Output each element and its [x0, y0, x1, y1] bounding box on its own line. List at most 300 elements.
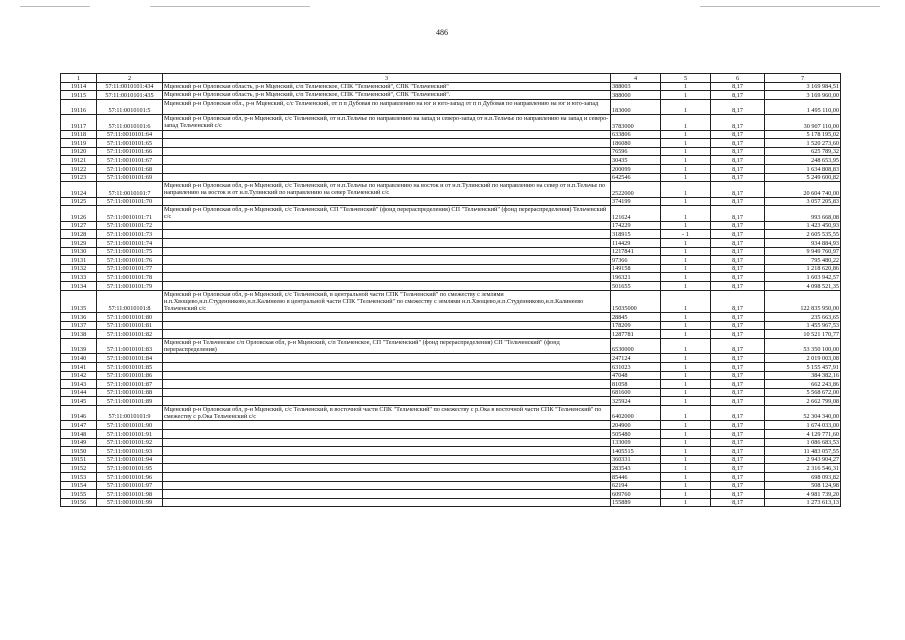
- area-cell: 609760: [611, 490, 661, 499]
- cadastral-value-cell: 1 603 942,57: [765, 273, 841, 282]
- row-number-cell: 19151: [61, 455, 97, 464]
- table-row: [61, 247, 841, 256]
- rate-cell: 8,17: [711, 156, 765, 165]
- cadastral-value-cell: 1 455 967,53: [765, 321, 841, 330]
- address-description-cell: [163, 221, 611, 230]
- rate-cell: 8,17: [711, 99, 765, 115]
- address-description-cell: [163, 447, 611, 456]
- address-description-cell: [163, 165, 611, 174]
- area-cell: 121624: [611, 206, 661, 222]
- table-row: [61, 338, 841, 354]
- header-row: [61, 74, 841, 83]
- count-cell: 1: [661, 165, 711, 174]
- scan-artifact: [700, 6, 880, 7]
- row-number-cell: 19114: [61, 82, 97, 91]
- area-cell: 200099: [611, 165, 661, 174]
- table-row: [61, 481, 841, 490]
- row-number-cell: 19144: [61, 388, 97, 397]
- rate-cell: 8,17: [711, 139, 765, 148]
- address-description-cell: [163, 354, 611, 363]
- row-number-cell: 19135: [61, 290, 97, 313]
- rate-cell: 8,17: [711, 438, 765, 447]
- area-cell: 28845: [611, 313, 661, 322]
- row-number-cell: 19122: [61, 165, 97, 174]
- registry-table-container: [60, 73, 840, 507]
- address-description-cell: [163, 239, 611, 248]
- address-description-cell: Мценский р-н Орловская обл, р-н Мценский, с/с Тельченский, от н.п.Тельчье по направлению на запад и северо-запад от н.п.Тельчье по направлению на запад и северо-запад Тельченский с/с: [163, 115, 611, 131]
- count-cell: 1: [661, 282, 711, 291]
- row-number-cell: 19150: [61, 447, 97, 456]
- count-cell: 1: [661, 498, 711, 507]
- cadastral-value-cell: 30 907 110,00: [765, 115, 841, 131]
- table-row: [61, 447, 841, 456]
- count-cell: 1: [661, 421, 711, 430]
- cadastral-value-cell: 3 057 205,83: [765, 197, 841, 206]
- address-description-cell: [163, 490, 611, 499]
- table-row: [61, 239, 841, 248]
- cadastral-value-cell: 5 155 457,91: [765, 362, 841, 371]
- cadastral-value-cell: 20 604 740,00: [765, 182, 841, 198]
- address-description-cell: [163, 147, 611, 156]
- address-description-cell: [163, 139, 611, 148]
- cadastral-number-cell: 57:11:0010101:97: [97, 481, 163, 490]
- address-description-cell: [163, 421, 611, 430]
- row-number-cell: 19129: [61, 239, 97, 248]
- area-cell: 196321: [611, 273, 661, 282]
- count-cell: 1: [661, 490, 711, 499]
- table-row: [61, 147, 841, 156]
- cadastral-number-cell: 57:11:0010101:6: [97, 115, 163, 131]
- count-cell: 1: [661, 354, 711, 363]
- count-cell: 1: [661, 239, 711, 248]
- address-description-cell: [163, 156, 611, 165]
- table-row: [61, 282, 841, 291]
- row-number-cell: 19123: [61, 173, 97, 182]
- rate-cell: 8,17: [711, 481, 765, 490]
- table-row: [61, 156, 841, 165]
- area-cell: 6530000: [611, 338, 661, 354]
- area-cell: 81058: [611, 380, 661, 389]
- address-description-cell: [163, 282, 611, 291]
- cadastral-number-cell: 57:11:0010101:83: [97, 338, 163, 354]
- cadastral-value-cell: 9 949 760,97: [765, 247, 841, 256]
- rate-cell: 8,17: [711, 380, 765, 389]
- rate-cell: 8,17: [711, 464, 765, 473]
- table-row: [61, 139, 841, 148]
- address-description-cell: [163, 321, 611, 330]
- cadastral-number-cell: 57:11:0010101:95: [97, 464, 163, 473]
- address-description-cell: [163, 397, 611, 406]
- cadastral-number-cell: 57:11:0010101:64: [97, 130, 163, 139]
- rate-cell: 8,17: [711, 498, 765, 507]
- address-description-cell: Мценский р-н Орловская обл, р-н Мценский, с/с Тельченский, в восточной части СПК "Тельченский" по смежеству с р.Ока в восточной части СПК "Тельченский" по смежеству с р.Ока Тельченский с/с: [163, 405, 611, 421]
- table-row: [61, 362, 841, 371]
- rate-cell: 8,17: [711, 256, 765, 265]
- cadastral-number-cell: 57:11:0010101:435: [97, 91, 163, 100]
- cadastral-number-cell: 57:11:0010101:7: [97, 182, 163, 198]
- count-cell: 1: [661, 182, 711, 198]
- area-cell: 114429: [611, 239, 661, 248]
- cadastral-value-cell: 3 169 984,51: [765, 82, 841, 91]
- area-cell: 325924: [611, 397, 661, 406]
- rate-cell: 8,17: [711, 313, 765, 322]
- table-row: [61, 221, 841, 230]
- table-row: [61, 82, 841, 91]
- rate-cell: 8,17: [711, 405, 765, 421]
- cadastral-number-cell: 57:11:0010101:434: [97, 82, 163, 91]
- row-number-cell: 19120: [61, 147, 97, 156]
- area-cell: 6402000: [611, 405, 661, 421]
- page-number: 486: [436, 28, 448, 37]
- cadastral-value-cell: 1 520 273,60: [765, 139, 841, 148]
- count-cell: 1: [661, 338, 711, 354]
- address-description-cell: [163, 197, 611, 206]
- area-cell: 1217841: [611, 247, 661, 256]
- cadastral-number-cell: 57:11:0010101:88: [97, 388, 163, 397]
- col-header-3: 3: [163, 74, 611, 83]
- address-description-cell: [163, 256, 611, 265]
- rate-cell: 8,17: [711, 330, 765, 339]
- row-number-cell: 19140: [61, 354, 97, 363]
- col-header-7: 7: [765, 74, 841, 83]
- address-description-cell: [163, 371, 611, 380]
- cadastral-value-cell: 122 835 950,00: [765, 290, 841, 313]
- rate-cell: 8,17: [711, 91, 765, 100]
- cadastral-value-cell: 5 249 600,82: [765, 173, 841, 182]
- rate-cell: 8,17: [711, 338, 765, 354]
- count-cell: 1: [661, 115, 711, 131]
- area-cell: 360331: [611, 455, 661, 464]
- cadastral-value-cell: 53 350 100,00: [765, 338, 841, 354]
- row-number-cell: 19126: [61, 206, 97, 222]
- area-cell: 178209: [611, 321, 661, 330]
- row-number-cell: 19128: [61, 230, 97, 239]
- count-cell: 1: [661, 438, 711, 447]
- address-description-cell: [163, 430, 611, 439]
- count-cell: 1: [661, 362, 711, 371]
- rate-cell: 8,17: [711, 354, 765, 363]
- table-row: [61, 264, 841, 273]
- area-cell: 501655: [611, 282, 661, 291]
- cadastral-number-cell: 57:11:0010101:91: [97, 430, 163, 439]
- cadastral-value-cell: 235 663,65: [765, 313, 841, 322]
- cadastral-value-cell: 3 169 960,00: [765, 91, 841, 100]
- row-number-cell: 19141: [61, 362, 97, 371]
- rate-cell: 8,17: [711, 173, 765, 182]
- table-row: [61, 438, 841, 447]
- address-description-cell: [163, 230, 611, 239]
- row-number-cell: 19145: [61, 397, 97, 406]
- area-cell: 85446: [611, 473, 661, 482]
- rate-cell: 8,17: [711, 490, 765, 499]
- table-row: [61, 464, 841, 473]
- table-row: [61, 130, 841, 139]
- table-row: [61, 455, 841, 464]
- cadastral-value-cell: 698 093,82: [765, 473, 841, 482]
- table-row: [61, 380, 841, 389]
- cadastral-value-cell: 934 884,93: [765, 239, 841, 248]
- address-description-cell: Мценский р-н Орловская область, р-н Мценский, с/п Тельченское, СПК "Тельченский", СПК "Тельченский": [163, 82, 611, 91]
- cadastral-number-cell: 57:11:0010101:92: [97, 438, 163, 447]
- row-number-cell: 19138: [61, 330, 97, 339]
- count-cell: 1: [661, 147, 711, 156]
- table-row: [61, 206, 841, 222]
- table-row: [61, 405, 841, 421]
- col-header-4: 4: [611, 74, 661, 83]
- count-cell: 1: [661, 197, 711, 206]
- count-cell: 1: [661, 464, 711, 473]
- area-cell: 47048: [611, 371, 661, 380]
- count-cell: 1: [661, 273, 711, 282]
- address-description-cell: [163, 130, 611, 139]
- cadastral-number-cell: 57:11:0010101:98: [97, 490, 163, 499]
- cadastral-number-cell: 57:11:0010101:9: [97, 405, 163, 421]
- cadastral-number-cell: 57:11:0010101:5: [97, 99, 163, 115]
- row-number-cell: 19142: [61, 371, 97, 380]
- count-cell: 1: [661, 264, 711, 273]
- count-cell: 1: [661, 82, 711, 91]
- row-number-cell: 19149: [61, 438, 97, 447]
- address-description-cell: [163, 247, 611, 256]
- rate-cell: 8,17: [711, 206, 765, 222]
- count-cell: 1: [661, 380, 711, 389]
- count-cell: 1: [661, 473, 711, 482]
- row-number-cell: 19155: [61, 490, 97, 499]
- table-row: [61, 354, 841, 363]
- scan-artifact: [150, 6, 310, 7]
- count-cell: 1: [661, 455, 711, 464]
- rate-cell: 8,17: [711, 239, 765, 248]
- cadastral-number-cell: 57:11:0010101:87: [97, 380, 163, 389]
- scan-artifact: [20, 6, 90, 7]
- cadastral-number-cell: 57:11:0010101:84: [97, 354, 163, 363]
- table-body: [61, 82, 841, 507]
- count-cell: 1: [661, 256, 711, 265]
- address-description-cell: [163, 173, 611, 182]
- table-row: [61, 421, 841, 430]
- address-description-cell: [163, 273, 611, 282]
- rate-cell: 8,17: [711, 388, 765, 397]
- cadastral-value-cell: 625 789,32: [765, 147, 841, 156]
- table-row: [61, 165, 841, 174]
- count-cell: 1: [661, 247, 711, 256]
- cadastral-value-cell: 248 653,95: [765, 156, 841, 165]
- row-number-cell: 19116: [61, 99, 97, 115]
- area-cell: 505480: [611, 430, 661, 439]
- row-number-cell: 19153: [61, 473, 97, 482]
- cadastral-number-cell: 57:11:0010101:79: [97, 282, 163, 291]
- area-cell: 2522000: [611, 182, 661, 198]
- rate-cell: 8,17: [711, 247, 765, 256]
- registry-table: [60, 73, 841, 507]
- table-row: [61, 173, 841, 182]
- area-cell: 15035000: [611, 290, 661, 313]
- area-cell: 3783000: [611, 115, 661, 131]
- cadastral-value-cell: 384 382,16: [765, 371, 841, 380]
- rate-cell: 8,17: [711, 397, 765, 406]
- cadastral-number-cell: 57:11:0010101:81: [97, 321, 163, 330]
- count-cell: 1: [661, 173, 711, 182]
- cadastral-number-cell: 57:11:0010101:65: [97, 139, 163, 148]
- rate-cell: 8,17: [711, 182, 765, 198]
- count-cell: 1: [661, 313, 711, 322]
- rate-cell: 8,17: [711, 371, 765, 380]
- cadastral-value-cell: 2 943 904,27: [765, 455, 841, 464]
- cadastral-value-cell: 2 316 546,31: [765, 464, 841, 473]
- table-row: [61, 273, 841, 282]
- cadastral-value-cell: 5 178 195,02: [765, 130, 841, 139]
- cadastral-value-cell: 4 981 739,20: [765, 490, 841, 499]
- count-cell: 1: [661, 156, 711, 165]
- count-cell: 1: [661, 321, 711, 330]
- area-cell: 30435: [611, 156, 661, 165]
- area-cell: 1287781: [611, 330, 661, 339]
- cadastral-value-cell: 2 605 535,55: [765, 230, 841, 239]
- address-description-cell: Мценский р-н Орловская обл, р-н Мценский, с/с Тельченский, в центральной части СПК "Тельченский" по смежеству с землями н.п.Хвощево,н.п.Студенниково,н.п.Калинеево в центральной части СПК "Тельченский" по смежеству с землями н.п.Хвощево,н.п.Студенниково,н.п.Калинеево Тельченский с/с: [163, 290, 611, 313]
- rate-cell: 8,17: [711, 130, 765, 139]
- cadastral-value-cell: 662 243,86: [765, 380, 841, 389]
- count-cell: 1: [661, 139, 711, 148]
- rate-cell: 8,17: [711, 473, 765, 482]
- table-row: [61, 182, 841, 198]
- cadastral-value-cell: 10 521 170,77: [765, 330, 841, 339]
- cadastral-value-cell: 52 304 340,00: [765, 405, 841, 421]
- cadastral-number-cell: 57:11:0010101:8: [97, 290, 163, 313]
- table-row: [61, 321, 841, 330]
- address-description-cell: Мценский р-н Орловская область, р-н Мценский, с/п Тельченское, СПК "Тельченский", СПК "Тельченский".: [163, 91, 611, 100]
- cadastral-number-cell: 57:11:0010101:90: [97, 421, 163, 430]
- cadastral-value-cell: 1 634 808,83: [765, 165, 841, 174]
- count-cell: 1: [661, 91, 711, 100]
- table-row: [61, 313, 841, 322]
- cadastral-number-cell: 57:11:0010101:75: [97, 247, 163, 256]
- cadastral-number-cell: 57:11:0010101:85: [97, 362, 163, 371]
- count-cell: 1: [661, 397, 711, 406]
- area-cell: 186080: [611, 139, 661, 148]
- area-cell: 1405515: [611, 447, 661, 456]
- area-cell: 388000: [611, 91, 661, 100]
- row-number-cell: 19130: [61, 247, 97, 256]
- count-cell: 1: [661, 290, 711, 313]
- row-number-cell: 19133: [61, 273, 97, 282]
- row-number-cell: 19118: [61, 130, 97, 139]
- col-header-5: 5: [661, 74, 711, 83]
- rate-cell: 8,17: [711, 321, 765, 330]
- count-cell: 1: [661, 206, 711, 222]
- count-cell: 1: [661, 99, 711, 115]
- cadastral-number-cell: 57:11:0010101:72: [97, 221, 163, 230]
- cadastral-value-cell: 1 674 033,00: [765, 421, 841, 430]
- row-number-cell: 19137: [61, 321, 97, 330]
- table-row: [61, 397, 841, 406]
- cadastral-number-cell: 57:11:0010101:89: [97, 397, 163, 406]
- cadastral-number-cell: 57:11:0010101:73: [97, 230, 163, 239]
- address-description-cell: [163, 264, 611, 273]
- address-description-cell: [163, 380, 611, 389]
- table-row: [61, 197, 841, 206]
- area-cell: 76596: [611, 147, 661, 156]
- row-number-cell: 19152: [61, 464, 97, 473]
- address-description-cell: [163, 455, 611, 464]
- cadastral-number-cell: 57:11:0010101:80: [97, 313, 163, 322]
- row-number-cell: 19119: [61, 139, 97, 148]
- count-cell: 1: [661, 371, 711, 380]
- area-cell: 183000: [611, 99, 661, 115]
- rate-cell: 8,17: [711, 147, 765, 156]
- cadastral-value-cell: 1 086 683,53: [765, 438, 841, 447]
- rate-cell: 8,17: [711, 264, 765, 273]
- cadastral-number-cell: 57:11:0010101:66: [97, 147, 163, 156]
- table-row: [61, 498, 841, 507]
- table-row: [61, 473, 841, 482]
- row-number-cell: 19134: [61, 282, 97, 291]
- table-row: [61, 99, 841, 115]
- table-row: [61, 330, 841, 339]
- area-cell: 633806: [611, 130, 661, 139]
- rate-cell: 8,17: [711, 221, 765, 230]
- rate-cell: 8,17: [711, 197, 765, 206]
- cadastral-value-cell: 993 668,08: [765, 206, 841, 222]
- count-cell: 1: [661, 481, 711, 490]
- rate-cell: 8,17: [711, 430, 765, 439]
- address-description-cell: Мценский р-н Орловская обл, р-н Мценский, с/с Тельченский, от н.п.Тельчье по направлению на восток и от н.п.Тулинский по направлению на север от н.п.Тельчье по направлению на восток и от н.п.Тулинский по направлению на север Тельченский с/с: [163, 182, 611, 198]
- cadastral-value-cell: 795 480,22: [765, 256, 841, 265]
- row-number-cell: 19124: [61, 182, 97, 198]
- address-description-cell: [163, 481, 611, 490]
- area-cell: 149158: [611, 264, 661, 273]
- col-header-1: 1: [61, 74, 97, 83]
- cadastral-number-cell: 57:11:0010101:74: [97, 239, 163, 248]
- rate-cell: 8,17: [711, 362, 765, 371]
- rate-cell: 8,17: [711, 273, 765, 282]
- table-row: [61, 91, 841, 100]
- area-cell: 318915: [611, 230, 661, 239]
- row-number-cell: 19139: [61, 338, 97, 354]
- row-number-cell: 19132: [61, 264, 97, 273]
- cadastral-number-cell: 57:11:0010101:99: [97, 498, 163, 507]
- count-cell: 1: [661, 405, 711, 421]
- cadastral-number-cell: 57:11:0010101:67: [97, 156, 163, 165]
- cadastral-number-cell: 57:11:0010101:93: [97, 447, 163, 456]
- row-number-cell: 19154: [61, 481, 97, 490]
- row-number-cell: 19121: [61, 156, 97, 165]
- cadastral-value-cell: 5 568 672,00: [765, 388, 841, 397]
- cadastral-number-cell: 57:11:0010101:96: [97, 473, 163, 482]
- rate-cell: 8,17: [711, 230, 765, 239]
- row-number-cell: 19125: [61, 197, 97, 206]
- table-row: [61, 490, 841, 499]
- cadastral-number-cell: 57:11:0010101:77: [97, 264, 163, 273]
- row-number-cell: 19127: [61, 221, 97, 230]
- row-number-cell: 19143: [61, 380, 97, 389]
- row-number-cell: 19148: [61, 430, 97, 439]
- cadastral-value-cell: 508 124,98: [765, 481, 841, 490]
- area-cell: 247124: [611, 354, 661, 363]
- area-cell: 642546: [611, 173, 661, 182]
- cadastral-value-cell: 11 483 057,55: [765, 447, 841, 456]
- cadastral-number-cell: 57:11:0010101:71: [97, 206, 163, 222]
- table-row: [61, 256, 841, 265]
- cadastral-number-cell: 57:11:0010101:76: [97, 256, 163, 265]
- rate-cell: 8,17: [711, 455, 765, 464]
- row-number-cell: 19146: [61, 405, 97, 421]
- row-number-cell: 19131: [61, 256, 97, 265]
- area-cell: 133009: [611, 438, 661, 447]
- cadastral-number-cell: 57:11:0010101:86: [97, 371, 163, 380]
- count-cell: 1: [661, 330, 711, 339]
- table-row: [61, 388, 841, 397]
- address-description-cell: Мценский р-н Тельченское с/п Орловская обл, р-н Мценский, с/п Тельченское, СП "Тельченский" (фонд перераспределения) СП "Тельченский" (фонд перераспределения): [163, 338, 611, 354]
